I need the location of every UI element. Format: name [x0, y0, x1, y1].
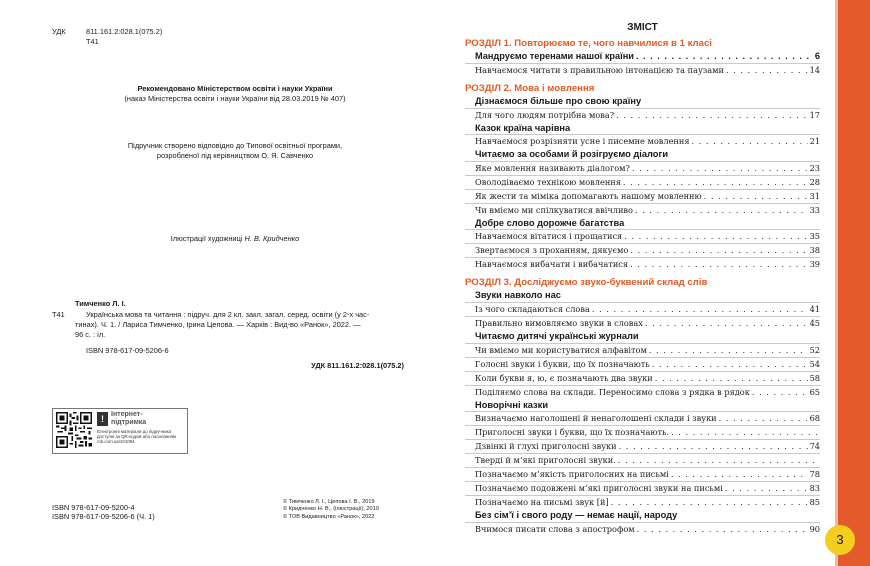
t41-mark: Т41 [52, 310, 65, 319]
toc-entry-page: 35 [809, 231, 820, 242]
toc-entry-text: Приголосні звуки і букви, що їх позначають. [475, 427, 670, 438]
toc-entry[interactable] [465, 175, 820, 189]
toc-leader-dots [630, 258, 808, 271]
toc-entry-text: Чи вміємо ми спілкуватися ввічливо [475, 204, 633, 215]
toc-entry-text: Правильно вимовляємо звуки в словах [475, 317, 643, 328]
toc-entry[interactable] [465, 467, 820, 481]
toc-entry-page: 74 [809, 441, 820, 452]
internet-support-title-line-2: підтримка [111, 419, 147, 426]
toc-entry[interactable] [465, 495, 820, 509]
page-edge-stripe [838, 0, 870, 566]
toc-leader-dots [692, 135, 808, 148]
toc-entry-text: Коли букви я, ю, є позначають два звуки [475, 372, 653, 383]
created-line-2: розробленої під керівництвом О. Я. Савченко [156, 151, 314, 160]
toc-leader-dots [632, 162, 808, 175]
toc-entry-text: Звертаємося з проханням, дякуємо [475, 245, 629, 256]
toc-entry[interactable] [465, 302, 820, 316]
toc-entry-text: Навчаємося читати з правильною інтонацією та паузами [475, 65, 724, 75]
toc-entry[interactable] [465, 108, 820, 122]
toc-entry[interactable] [465, 385, 820, 399]
toc-leader-dots [636, 50, 813, 63]
copyright-1: © Тимченко Л. І., Цепова І. В., 2019 [283, 499, 375, 505]
toc-entry[interactable] [465, 481, 820, 495]
toc-entry-page: 54 [809, 358, 820, 369]
toc-entry-page: 68 [809, 413, 820, 424]
toc-leader-dots [719, 412, 808, 425]
toc-entry-page: 41 [809, 303, 820, 314]
toc-entry-page: 28 [809, 176, 820, 187]
toc-entry[interactable] [465, 522, 820, 536]
toc-entry-text: Яке мовлення називають діалогом? [475, 162, 630, 173]
internet-support-box[interactable] [52, 408, 188, 454]
toc-leader-dots [725, 482, 808, 495]
toc-entry-page: 23 [809, 162, 820, 173]
toc-leader-dots [618, 454, 818, 467]
toc-leader-dots [671, 426, 818, 439]
toc-entry-page: 14 [809, 65, 820, 75]
toc-entry-page: 90 [809, 523, 820, 534]
qr-code[interactable] [56, 412, 92, 448]
copyright-2: © Кридченко Н. В., (ілюстрації), 2019 [283, 506, 379, 513]
created-line-1: Підручник створено відповідно до Типової освітньої програми, [127, 141, 343, 150]
toc-entry[interactable] [465, 343, 820, 357]
toc-entry[interactable] [465, 439, 820, 453]
toc-entry-page: 58 [809, 372, 820, 383]
toc-entry[interactable] [465, 257, 820, 271]
recommended-line-1: Рекомендовано Міністерством освіти і науки України [137, 84, 333, 93]
toc-entry-text: Позначаємо м’якість приголосних на письмі [475, 469, 669, 480]
isbn-1: ISBN 978-617-09-5200-4 [52, 503, 135, 512]
toc-leader-dots [752, 386, 808, 399]
toc-entry-text: Тверді й м’які приголосні звуки. [475, 455, 616, 466]
isbn-2: ISBN 978-617-09-5206-6 (Ч. 1) [52, 512, 155, 521]
udk-code: 811.161.2:028.1(075.2) [86, 27, 163, 36]
toc-entry-text: Із чого складаються слова [475, 303, 590, 314]
table-of-contents [465, 22, 820, 536]
toc-entry-page: 21 [809, 136, 820, 147]
toc-entry-text: Визначаємо наголошені й ненаголошені склади і звуки [475, 413, 717, 424]
toc-entry-page: 52 [809, 344, 820, 355]
toc-entry-page: 33 [809, 204, 820, 215]
internet-support-title-line-1: Інтернет- [111, 411, 143, 418]
t-code: Т41 [86, 37, 99, 46]
toc-leader-dots [592, 303, 808, 316]
toc-entry[interactable] [465, 357, 820, 371]
biblio-line-1: Українська мова та читання : підруч. для 2 кл. закл. загал. серед. освіти (у 2-х час- [86, 310, 370, 319]
toc-entry[interactable] [465, 50, 820, 63]
topic-heading: Без сім’ї і свого роду — немає нації, народу [475, 510, 678, 521]
toc-entry[interactable] [465, 229, 820, 243]
topic-heading: Добре слово дорожче багатства [475, 217, 625, 228]
toc-entry-text: Чи вміємо ми користуватися алфавітом [475, 344, 647, 355]
toc-entry-page: 85 [809, 497, 820, 508]
toc-entry-text: Позначаємо подовжені м’які приголосні звуки на письмі [475, 483, 723, 494]
toc-entry-text: Дзвінкі й глухі приголосні звуки [475, 441, 617, 452]
toc-leader-dots [726, 64, 808, 77]
toc-entry[interactable] [465, 243, 820, 257]
copyright-3: © ТОВ Видавництво «Ранок», 2022 [283, 513, 375, 520]
topic-heading: Казок країна чарівна [475, 122, 571, 133]
toc-entry-page: 17 [809, 109, 820, 120]
biblio-line-2: тинах). Ч. 1. / Лариса Тимченко, Ірина Цепова. — Харків : Вид-во «Ранок», 2022. — [75, 320, 361, 329]
toc-entry[interactable] [465, 316, 820, 330]
toc-title: ЗМІСТ [627, 22, 658, 33]
section-title-2: РОЗДІЛ 2. Мова і мовлення [465, 83, 595, 94]
illustrations-credit [60, 234, 410, 244]
topic-heading: Новорічні казки [475, 399, 549, 410]
toc-entry-page: 39 [809, 259, 820, 270]
toc-leader-dots [649, 344, 808, 357]
toc-entry[interactable] [465, 189, 820, 203]
toc-entry-text: Як жести та міміка допомагають нашому мовленню [475, 190, 702, 201]
toc-body [465, 38, 820, 536]
toc-leader-dots [637, 523, 808, 536]
toc-entry-page: 78 [809, 469, 820, 480]
topic-heading: Читаємо дитячі українські журнали [475, 330, 639, 341]
toc-leader-dots [624, 230, 807, 243]
toc-leader-dots [635, 204, 808, 217]
toc-entry-page: 6 [814, 51, 820, 61]
topic-heading: Дізнаємося більше про свою країну [475, 96, 642, 106]
internet-support-text: Електронні матеріали до підручника доступні за QR-кодом або посиланням rnk.com.ua/101094 [97, 429, 177, 445]
toc-leader-dots [645, 317, 808, 330]
toc-entry-page: 45 [809, 317, 820, 328]
toc-leader-dots [704, 190, 808, 203]
section-title-3: РОЗДІЛ 3. Досліджуємо звуко-буквений склад слів [465, 277, 708, 289]
toc-leader-dots [655, 372, 808, 385]
toc-entry-text: Голосні звуки і букви, що їх позначають [475, 358, 650, 369]
toc-entry[interactable] [465, 425, 820, 439]
illustrations-name: Н. В. Кридченко [244, 234, 300, 243]
illustrations-label: Ілюстрації художниці [170, 234, 243, 243]
toc-entry[interactable] [465, 134, 820, 148]
copyright-block [283, 499, 379, 521]
toc-entry[interactable] [465, 411, 820, 425]
toc-entry[interactable] [465, 63, 820, 77]
toc-leader-dots [630, 244, 807, 257]
toc-leader-dots [623, 176, 808, 189]
recommended-line-2: (наказ Міністерства освіти і науки України від 28.03.2019 № 407) [124, 94, 346, 103]
toc-leader-dots [611, 496, 808, 509]
toc-entry[interactable] [465, 203, 820, 217]
toc-leader-dots [652, 358, 808, 371]
toc-leader-dots [619, 440, 808, 453]
udk-bottom: УДК 811.161.2:028.1(075.2) [311, 361, 404, 370]
toc-entry[interactable] [465, 161, 820, 175]
toc-entry-text: Позначаємо на письмі звук [й] [475, 497, 609, 508]
toc-entry-page: 31 [809, 190, 820, 201]
toc-entry[interactable] [465, 453, 820, 467]
udk-label: УДК [52, 27, 66, 36]
toc-entry-page: 38 [809, 245, 820, 256]
toc-entry-text: Поділяємо слова на склади. Переносимо слова з рядка в рядок [475, 386, 750, 397]
toc-entry-text: Оволодіваємо технікою мовлення [475, 176, 621, 187]
toc-entry-text: Навчаємося вибачати і вибачатися [475, 259, 629, 270]
page-number-badge: 3 [825, 525, 855, 555]
topic-heading: Читаємо за особами й розігруємо діалоги [475, 149, 669, 160]
internet-support-title [111, 411, 146, 427]
author: Тимченко Л. І. [75, 299, 126, 308]
toc-entry-text: Вчимося писати слова з апострофом [475, 523, 635, 534]
section-title-1: РОЗДІЛ 1. Повторюємо те, чого навчилися в 1 класі [465, 38, 712, 49]
internet-icon: ! [97, 412, 108, 426]
toc-entry-text: Навчаємося розрізняти усне і писемне мовлення [475, 136, 690, 147]
biblio-line-3: 96 с. : іл. [75, 330, 106, 339]
toc-leader-dots [616, 109, 807, 122]
toc-entry-text: Навчаємося вітатися і прощатися [475, 231, 623, 242]
toc-leader-dots [671, 468, 808, 481]
toc-entry[interactable] [465, 371, 820, 385]
isbn-inner: ISBN 978-617-09-5206-6 [86, 346, 169, 355]
toc-entry-text: Мандруємо теренами нашої країни [475, 51, 634, 61]
toc-entry-page: 65 [809, 386, 820, 397]
topic-heading: Звуки навколо нас [475, 290, 561, 301]
toc-entry-page: 83 [809, 483, 820, 494]
toc-entry-text: Для чого людям потрібна мова? [475, 109, 615, 120]
